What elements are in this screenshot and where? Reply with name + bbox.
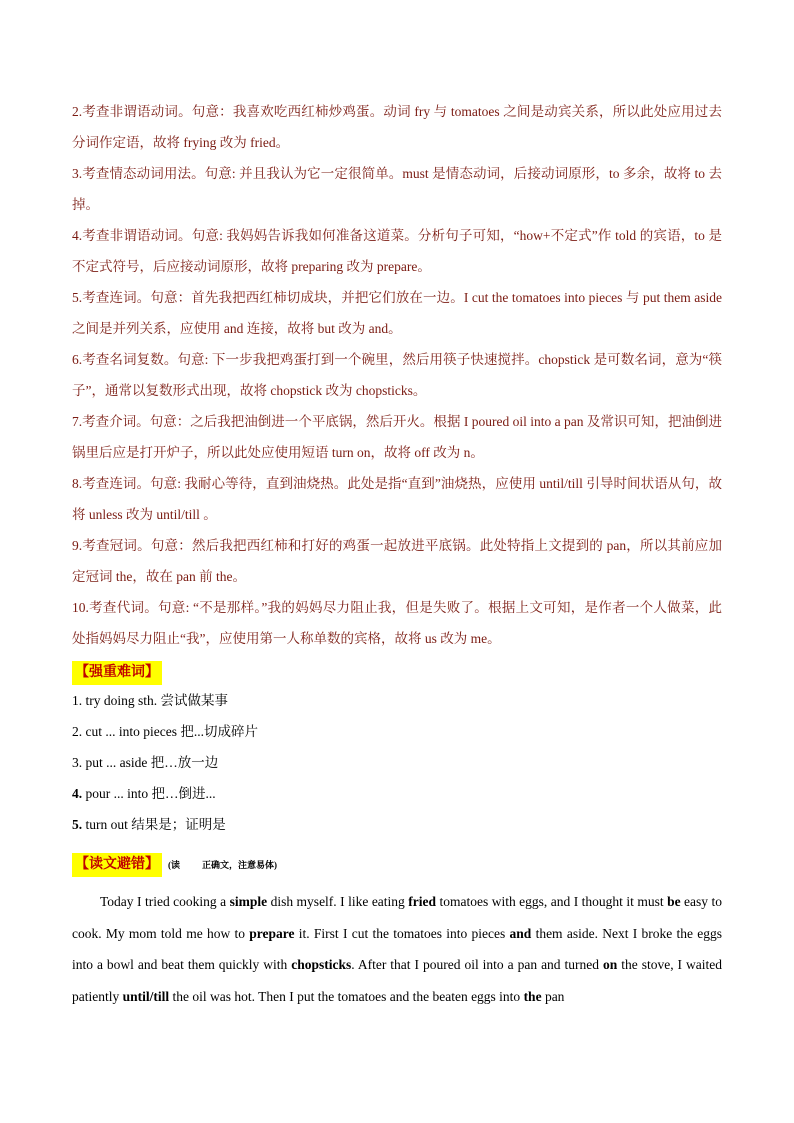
reading-heading: 【读文避错】 <box>72 853 162 877</box>
passage-text: pan <box>541 988 565 1004</box>
passage-text: tomatoes with eggs, and I thought it must <box>436 894 668 909</box>
phrase-number: 2. <box>72 724 83 739</box>
passage-corrected-word: be <box>667 894 681 909</box>
explanation-item: 2.考查非谓语动词。句意：我喜欢吃西红柿炒鸡蛋。动词 fry 与 tomatoes 之间是动宾关系，所以此处应用过去分词作定语，故将 frying 改为 fried。 <box>72 104 722 150</box>
passage-text: Today I tried cooking a <box>100 894 230 909</box>
phrase-text: try doing sth. 尝试做某事 <box>82 693 229 708</box>
passage-corrected-word: chopsticks <box>291 957 352 972</box>
explanations-section <box>72 96 722 654</box>
key-phrases-section <box>72 654 722 840</box>
phrase-item <box>72 747 722 778</box>
document-content <box>72 96 722 1012</box>
phrase-text: turn out 结果是；证明是 <box>82 817 226 832</box>
phrase-number: 4. <box>72 786 83 801</box>
explanation-item: 10.考查代词。句意: “不是那样。”我的妈妈尽力阻止我，但是失败了。根据上文可知，是作者一个人做菜，此处指妈妈尽力阻止“我”，应使用第一人称单数的宾格，故将 us 改为 me。 <box>72 600 722 646</box>
phrase-text: pour ... into 把…倒进... <box>82 786 216 801</box>
explanation-item: 7.考查介词。句意：之后我把油倒进一个平底锅，然后开火。根据 I poured oil into a pan 及常识可知，把油倒进锅里后应是打开炉子，所以此处应使用短语 turn on，故将 off 改为 n。 <box>72 414 722 460</box>
phrase-number: 3. <box>72 755 83 770</box>
passage-text: the oil was hot. Then I put the tomatoes and the beaten eggs into <box>169 988 524 1004</box>
phrase-item <box>72 809 722 840</box>
phrase-item <box>72 685 722 716</box>
passage-corrected-word: until/till <box>122 988 170 1004</box>
phrase-item <box>72 716 722 747</box>
passage-text: dish myself. I like eating <box>267 894 409 909</box>
passage-text: the stove, I waited patiently <box>72 957 722 1004</box>
passage-corrected-word: fried <box>408 894 437 909</box>
reading-passage <box>72 886 722 1012</box>
explanation-item: 8.考查连词。句意: 我耐心等待，直到油烧热。此处是指“直到”油烧热，应使用 until/till 引导时间状语从句，故将 unless 改为 until/till 。 <box>72 476 722 522</box>
reading-note-part: (读 <box>168 860 180 870</box>
explanation-item: 3.考查情态动词用法。句意: 并且我认为它一定很简单。must 是情态动词，后接动词原形，to 多余，故将 to 去掉。 <box>72 166 722 212</box>
reading-note-part: 正确文，注意易体) <box>202 860 277 870</box>
key-phrases-heading: 【强重难词】 <box>72 661 162 685</box>
passage-text: it. First I cut the tomatoes into pieces <box>294 925 510 941</box>
passage-corrected-word: prepare <box>249 925 295 941</box>
passage-corrected-word: the <box>523 988 542 1004</box>
phrase-text: put ... aside 把…放一边 <box>82 755 219 770</box>
phrase-number: 1. <box>72 693 83 708</box>
passage-text: easy to cook. My mom told me how to <box>72 894 723 941</box>
passage-corrected-word: simple <box>229 894 268 909</box>
phrase-item <box>72 778 722 809</box>
explanation-item: 5.考查连词。句意：首先我把西红柿切成块，并把它们放在一边。I cut the tomatoes into pieces 与 put them aside 之间是并列关系，应使用 and 连接，故将 but 改为 and。 <box>72 290 722 336</box>
passage-corrected-word: and <box>509 925 532 941</box>
passage-text: them aside. Next I broke the eggs into a bowl and beat them quickly with <box>72 925 722 972</box>
phrase-number: 5. <box>72 817 83 832</box>
reading-note <box>168 860 277 870</box>
explanation-item: 6.考查名词复数。句意: 下一步我把鸡蛋打到一个碗里，然后用筷子快速搅拌。chopstick 是可数名词，意为“筷子”，通常以复数形式出现，故将 chopstick 改为 chopsticks。 <box>72 352 722 398</box>
explanation-item: 4.考查非谓语动词。句意: 我妈妈告诉我如何准备这道菜。分析句子可知，“how+不定式”作 told 的宾语，to 是不定式符号，后应接动词原形，故将 preparing 改为 prepare。 <box>72 228 722 274</box>
reading-heading-line <box>72 846 722 880</box>
phrase-text: cut ... into pieces 把...切成碎片 <box>82 724 258 739</box>
passage-text: . After that I poured oil into a pan and turned <box>351 957 603 972</box>
passage-corrected-word: on <box>603 957 618 972</box>
explanation-item: 9.考查冠词。句意：然后我把西红柿和打好的鸡蛋一起放进平底锅。此处特指上文提到的 pan，所以其前应加定冠词 the，故在 pan 前 the。 <box>72 538 722 584</box>
